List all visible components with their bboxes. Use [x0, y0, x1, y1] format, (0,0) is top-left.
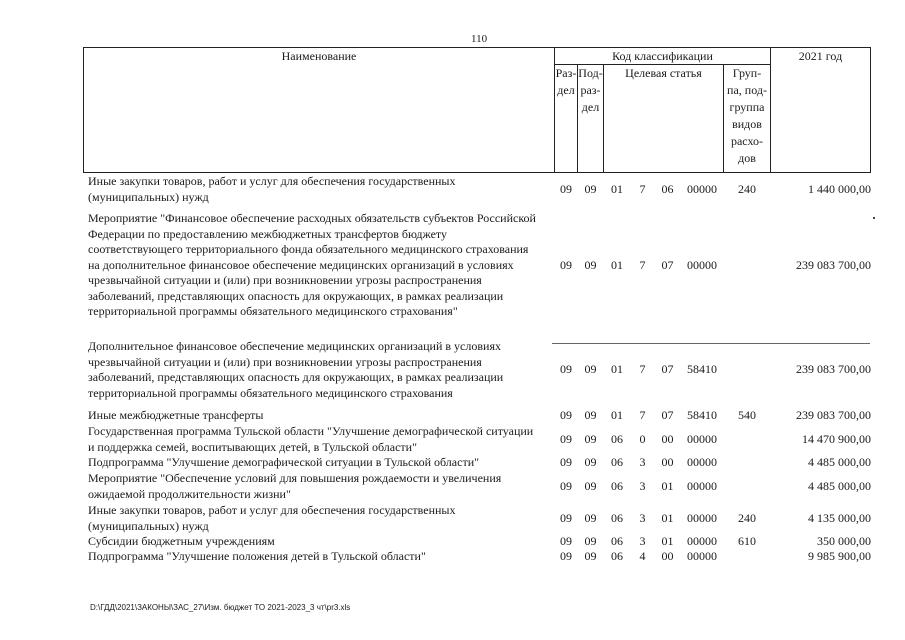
- cell-pr: 09: [584, 455, 597, 469]
- row-name: [88, 339, 503, 401]
- cell-pr: 09: [584, 362, 597, 376]
- cell-pr: 09: [584, 408, 597, 422]
- row-name-line: территориальной программы обязательного медицинского страхования: [88, 385, 453, 400]
- cell-rz: 09: [560, 181, 572, 196]
- row-name: [88, 424, 533, 455]
- row-name: [88, 455, 479, 471]
- row-name-line: Иные межбюджетные трансферты: [88, 408, 264, 422]
- table-row: [0, 408, 905, 424]
- page-number: 110: [471, 33, 488, 45]
- cell-t2: 3: [639, 534, 646, 548]
- cell-pr: 09: [584, 257, 597, 272]
- cell-vr: 240: [738, 510, 756, 525]
- cell-t4: 00000: [687, 510, 717, 525]
- row-name-line: Мероприятие "Обеспечение условий для повышения рождаемости и увеличения: [88, 471, 502, 485]
- row-name-line: (муниципальных) нужд: [88, 518, 209, 533]
- cell-t1: 01: [611, 362, 623, 376]
- cell-pr: 09: [584, 181, 597, 196]
- cell-t3: 01: [661, 510, 674, 525]
- row-name: [88, 408, 263, 424]
- cell-pr: 09: [584, 431, 597, 446]
- header-name: Наименование: [281, 49, 357, 63]
- cell-t2: 7: [639, 257, 646, 272]
- cell-t3: 07: [661, 257, 674, 272]
- cell-t2: 7: [639, 362, 646, 376]
- row-name: [88, 503, 456, 534]
- cell-t2: 7: [639, 408, 646, 422]
- cell-pr: 09: [584, 534, 597, 548]
- cell-t3: 00: [661, 549, 674, 563]
- cell-t1: 01: [611, 408, 623, 422]
- cell-t2: 3: [639, 478, 646, 493]
- row-name: [88, 534, 275, 550]
- cell-vr: 610: [738, 534, 756, 548]
- cell-t3: 01: [661, 478, 674, 493]
- cell-amount: 4 485 000,00: [808, 478, 871, 493]
- cell-t2: 0: [639, 431, 646, 446]
- cell-t3: 01: [661, 534, 674, 548]
- table-row: [0, 503, 905, 534]
- table-row: [0, 424, 905, 455]
- cell-pr: 09: [584, 510, 597, 525]
- header-group: Груп- па, под- группа видов расхо- дов: [727, 66, 767, 165]
- cell-t2: 4: [639, 549, 646, 563]
- row-name-line: территориальной программы обязательного медицинского страхования": [88, 304, 458, 318]
- row-name-line: Иные закупки товаров, работ и услуг для обеспечения государственных: [88, 503, 456, 517]
- cell-vr: 240: [738, 181, 756, 196]
- cell-pr: 09: [584, 478, 597, 493]
- cell-amount: 239 083 700,00: [796, 408, 871, 422]
- table-row: [0, 471, 905, 502]
- cell-rz: 09: [560, 510, 572, 525]
- row-name-line: на дополнительное финансовое обеспечение медицинских организаций в условиях: [88, 257, 514, 272]
- cell-t4: 00000: [687, 181, 717, 196]
- cell-rz: 09: [560, 478, 572, 493]
- cell-rz: 09: [560, 257, 572, 272]
- row-name-line: соответствующего территориального фонда обязательного медицинского страхования: [88, 242, 529, 256]
- cell-rz: 09: [560, 455, 572, 469]
- row-name-line: и поддержка семей, воспитывающих детей, в Тульской области": [88, 439, 417, 454]
- row-name: [88, 211, 536, 320]
- cell-amount: 350 000,00: [817, 534, 871, 548]
- table-row: [0, 339, 905, 401]
- row-name-line: Подпрограмма "Улучшение положения детей в Тульской области": [88, 549, 426, 563]
- cell-amount: 239 083 700,00: [796, 362, 871, 376]
- cell-t3: 07: [661, 362, 674, 376]
- cell-t3: 06: [661, 181, 674, 196]
- table-row: [0, 174, 905, 205]
- cell-t1: 06: [611, 510, 623, 525]
- cell-t2: 7: [639, 181, 646, 196]
- cell-t3: 00: [661, 455, 674, 469]
- cell-t4: 00000: [687, 455, 717, 469]
- cell-pr: 09: [584, 549, 597, 563]
- cell-rz: 09: [560, 431, 572, 446]
- cell-rz: 09: [560, 362, 572, 376]
- row-name: [88, 549, 426, 565]
- cell-t2: 3: [639, 455, 646, 469]
- table-row: [0, 549, 905, 565]
- table-row: [0, 534, 905, 550]
- row-name-line: Иные закупки товаров, работ и услуг для обеспечения государственных: [88, 174, 456, 188]
- cell-amount: 4 485 000,00: [808, 455, 871, 469]
- cell-t4: 00000: [687, 549, 717, 563]
- cell-t4: 00000: [687, 534, 717, 548]
- cell-t3: 07: [661, 408, 674, 422]
- cell-t1: 06: [611, 478, 623, 493]
- cell-rz: 09: [560, 534, 572, 548]
- row-name-line: Федерации по предоставлению межбюджетных трансфертов бюджету: [88, 226, 447, 241]
- cell-t2: 3: [639, 510, 646, 525]
- row-name-line: ожидаемой продолжительности жизни": [88, 486, 291, 501]
- row-name: [88, 174, 456, 205]
- row-name-line: Государственная программа Тульской области "Улучшение демографической ситуации: [88, 424, 534, 438]
- row-name-line: Подпрограмма "Улучшение демографической ситуации в Тульской области": [88, 455, 480, 469]
- cell-t4: 00000: [687, 257, 717, 272]
- cell-amount: 14 470 900,00: [802, 431, 871, 446]
- table-row: [0, 211, 905, 320]
- cell-t4: 00000: [687, 431, 717, 446]
- cell-vr: 540: [738, 408, 756, 422]
- header-code: Код классификации: [612, 49, 713, 63]
- cell-amount: 239 083 700,00: [796, 257, 871, 272]
- header-year: 2021 год: [798, 49, 843, 63]
- row-name-line: Дополнительное финансовое обеспечение медицинских организаций в условиях: [88, 339, 501, 353]
- row-name-line: (муниципальных) нужд: [88, 189, 209, 204]
- table-row: [0, 455, 905, 471]
- cell-rz: 09: [560, 549, 572, 563]
- row-name-line: заболеваний, представляющих опасность для окружающих, в рамках реализации: [88, 370, 504, 384]
- cell-t4: 00000: [687, 478, 717, 493]
- row-name-line: чрезвычайной ситуации и (или) при возникновении угрозы распространения: [88, 354, 482, 369]
- cell-t1: 06: [611, 431, 623, 446]
- cell-t1: 06: [611, 549, 623, 563]
- row-name-line: Субсидии бюджетным учреждениям: [88, 534, 275, 548]
- cell-t1: 01: [611, 257, 623, 272]
- cell-t1: 06: [611, 534, 623, 548]
- row-name-line: Мероприятие "Финансовое обеспечение расходных обязательств субъектов Российской: [88, 211, 536, 225]
- cell-t1: 01: [611, 181, 623, 196]
- row-name: [88, 471, 501, 502]
- row-name-line: заболеваний, представляющих опасность для окружающих, в рамках реализации: [88, 288, 504, 303]
- header-section: Раз- дел: [555, 66, 577, 97]
- header-subsection: Под- раз- дел: [578, 66, 603, 114]
- cell-t1: 06: [611, 455, 623, 469]
- cell-t4: 58410: [687, 408, 717, 422]
- cell-amount: 1 440 000,00: [808, 181, 871, 196]
- cell-t4: 58410: [687, 362, 717, 376]
- header-target: Целевая статья: [625, 66, 702, 80]
- cell-amount: 9 985 900,00: [808, 549, 871, 563]
- cell-rz: 09: [560, 408, 572, 422]
- row-name-line: чрезвычайной ситуации и (или) при возникновении угрозы распространения: [88, 273, 482, 287]
- cell-t3: 00: [661, 431, 674, 446]
- cell-amount: 4 135 000,00: [808, 510, 871, 525]
- footer-path: D:\ГДД\2021\ЗАКОНЫ\ЗАС_27\Изм. бюджет ТО 2021-2023_3 чт\pr3.xls: [90, 603, 351, 612]
